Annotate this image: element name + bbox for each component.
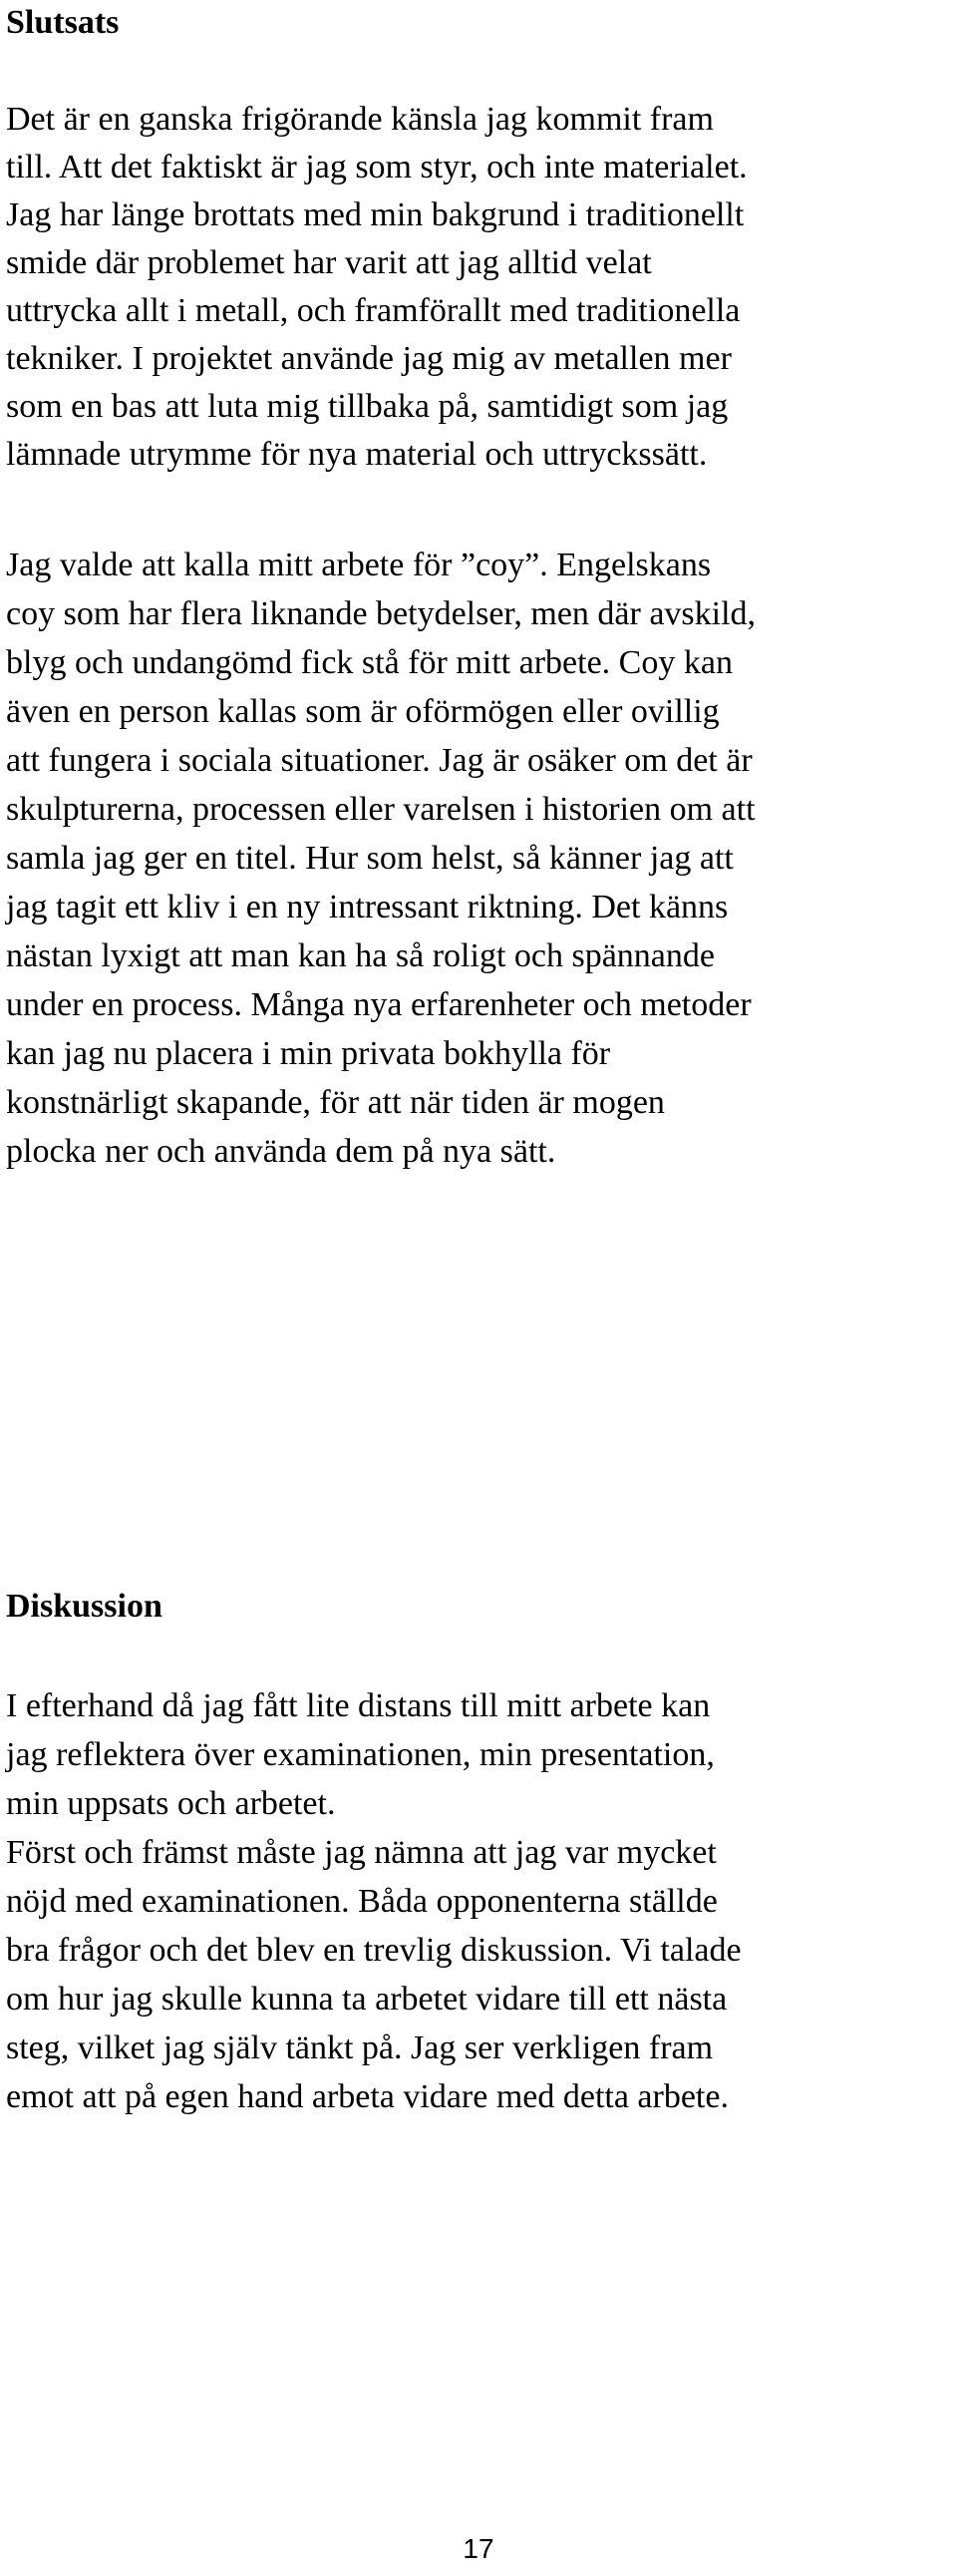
- text-line: coy som har flera liknande betydelser, men där avskild,: [6, 595, 757, 632]
- text-line: Jag valde att kalla mitt arbete för ”coy”. Engelskans: [6, 547, 712, 583]
- text-line: blyg och undangömd fick stå för mitt arbete. Coy kan: [6, 644, 733, 681]
- text-line: bra frågor och det blev en trevlig diskussion. Vi talade: [6, 1932, 742, 1969]
- paragraph-slutsats-2: [6, 541, 756, 1176]
- text-line: Jag har länge brottats med min bakgrund i traditionellt: [6, 196, 745, 233]
- text-line: tekniker. I projektet använde jag mig av metallen mer: [6, 340, 732, 377]
- text-line: I efterhand då jag fått lite distans till mitt arbete kan: [6, 1687, 711, 1724]
- section-heading-diskussion: Diskussion: [6, 1588, 162, 1625]
- text-line: kan jag nu placera i min privata bokhylla för: [6, 1035, 611, 1072]
- text-line: nöjd med examinationen. Båda opponenterna ställde: [6, 1883, 718, 1920]
- text-line: som en bas att luta mig tillbaka på, samtidigt som jag: [6, 388, 729, 425]
- text-line: konstnärligt skapande, för att när tiden är mogen: [6, 1084, 665, 1121]
- text-line: under en process. Många nya erfarenheter och metoder: [6, 986, 752, 1023]
- text-line: även en person kallas som är oförmögen eller ovillig: [6, 693, 720, 730]
- text-line: samla jag ger en titel. Hur som helst, så känner jag att: [6, 840, 734, 877]
- text-line: jag reflektera över examinationen, min presentation,: [6, 1736, 715, 1773]
- text-line: steg, vilket jag själv tänkt på. Jag ser verkligen fram: [6, 2029, 714, 2066]
- section-heading-slutsats: Slutsats: [6, 4, 120, 41]
- text-line: skulpturerna, processen eller varelsen i historien om att: [6, 791, 756, 828]
- text-line: smide där problemet har varit att jag alltid velat: [6, 244, 652, 281]
- text-line: plocka ner och använda dem på nya sätt.: [6, 1133, 556, 1170]
- text-line: emot att på egen hand arbeta vidare med detta arbete.: [6, 2078, 729, 2115]
- page-number: 17: [463, 2533, 494, 2564]
- text-line: nästan lyxigt att man kan ha så roligt och spännande: [6, 937, 715, 974]
- text-line: om hur jag skulle kunna ta arbetet vidare till ett nästa: [6, 1981, 728, 2018]
- text-line: Först och främst måste jag nämna att jag var mycket: [6, 1834, 717, 1871]
- text-line: lämnade utrymme för nya material och uttryckssätt.: [6, 436, 708, 473]
- paragraph-slutsats-1: [6, 96, 748, 479]
- text-line: till. Att det faktiskt är jag som styr, och inte materialet.: [6, 149, 748, 185]
- paragraph-diskussion-1: [6, 1681, 742, 2121]
- text-line: jag tagit ett kliv i en ny intressant riktning. Det känns: [6, 889, 729, 925]
- text-line: Det är en ganska frigörande känsla jag kommit fram: [6, 101, 714, 138]
- text-line: att fungera i sociala situationer. Jag är osäker om det är: [6, 742, 753, 779]
- text-line: uttrycka allt i metall, och framförallt med traditionella: [6, 292, 741, 329]
- text-line: min uppsats och arbetet.: [6, 1785, 336, 1822]
